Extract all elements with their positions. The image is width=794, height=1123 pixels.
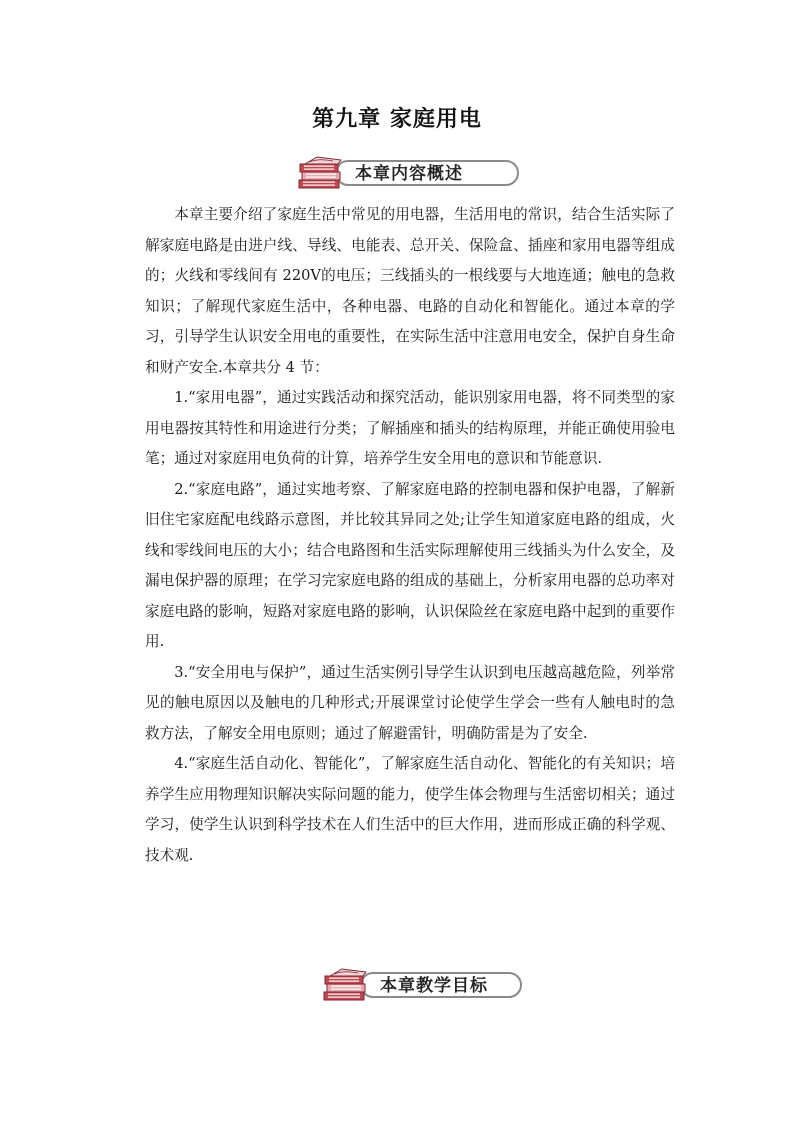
chapter-overview-text	[145, 200, 675, 871]
section-heading-overview: 本章内容概述	[355, 164, 463, 184]
section-banner-objectives	[322, 968, 522, 1002]
banner-bar	[360, 972, 522, 998]
paragraph-section-4: 4.“家庭生活自动化、智能化”，了解家庭生活自动化、智能化的有关知识；培养学生应用物理知识解决实际问题的能力，使学生体会物理与生活密切相关；通过学习，使学生认识到科学技术在人们生活中的巨大作用，进而形成正确的科学观、技术观.	[145, 755, 675, 864]
section-heading-objectives: 本章教学目标	[380, 976, 488, 996]
paragraph-section-2: 2.“家庭电路”，通过实地考察、了解家庭电路的控制电器和保护电器，了解新旧住宅家庭配电线路示意图，并比较其异同之处;让学生知道家庭电路的组成，火线和零线间电压的大小；结合电路图和生活实际理解使用三线插头为什么安全，及漏电保护器的原理；在学习完家庭电路的组成的基础上，分析家用电器的总功率对家庭电路的影响，短路对家庭电路的影响，认识保险丝在家庭电路中起到的重要作用.	[145, 480, 675, 650]
stacked-books-icon	[297, 156, 349, 190]
paragraph-intro: 本章主要介绍了家庭生活中常见的用电器，生活用电的常识，结合生活实际了解家庭电路是由进户线、导线、电能表、总开关、保险盒、插座和家用电器等组成的；火线和零线间有 220V的电压；三线插头的一根线要与大地连通；触电的急救知识；了解现代家庭生活中，各种电器、电路的自动化和智能化。通过本章的学习，引导学生认识安全用电的重要性，在实际生活中注意用电安全，保护自身生命和财产安全.本章共分 4 节：	[145, 206, 675, 376]
paragraph-section-3: 3.“安全用电与保护”，通过生活实例引导学生认识到电压越高越危险，列举常见的触电原因以及触电的几种形式;开展课堂讨论使学生学会一些有人触电时的急救方法，了解安全用电原则；通过了解避雷针，明确防雷是为了安全.	[145, 663, 675, 742]
banner-bar	[335, 160, 519, 186]
stacked-books-icon	[322, 968, 374, 1002]
section-banner-overview	[297, 156, 519, 190]
paragraph-section-1: 1.“家用电器”，通过实践活动和探究活动，能识别家用电器，将不同类型的家用电器按其特性和用途进行分类；了解插座和插头的结构原理，并能正确使用验电笔；通过对家庭用电负荷的计算，培养学生安全用电的意识和节能意识.	[145, 389, 675, 467]
page-title: 第九章 家庭用电	[312, 107, 482, 132]
